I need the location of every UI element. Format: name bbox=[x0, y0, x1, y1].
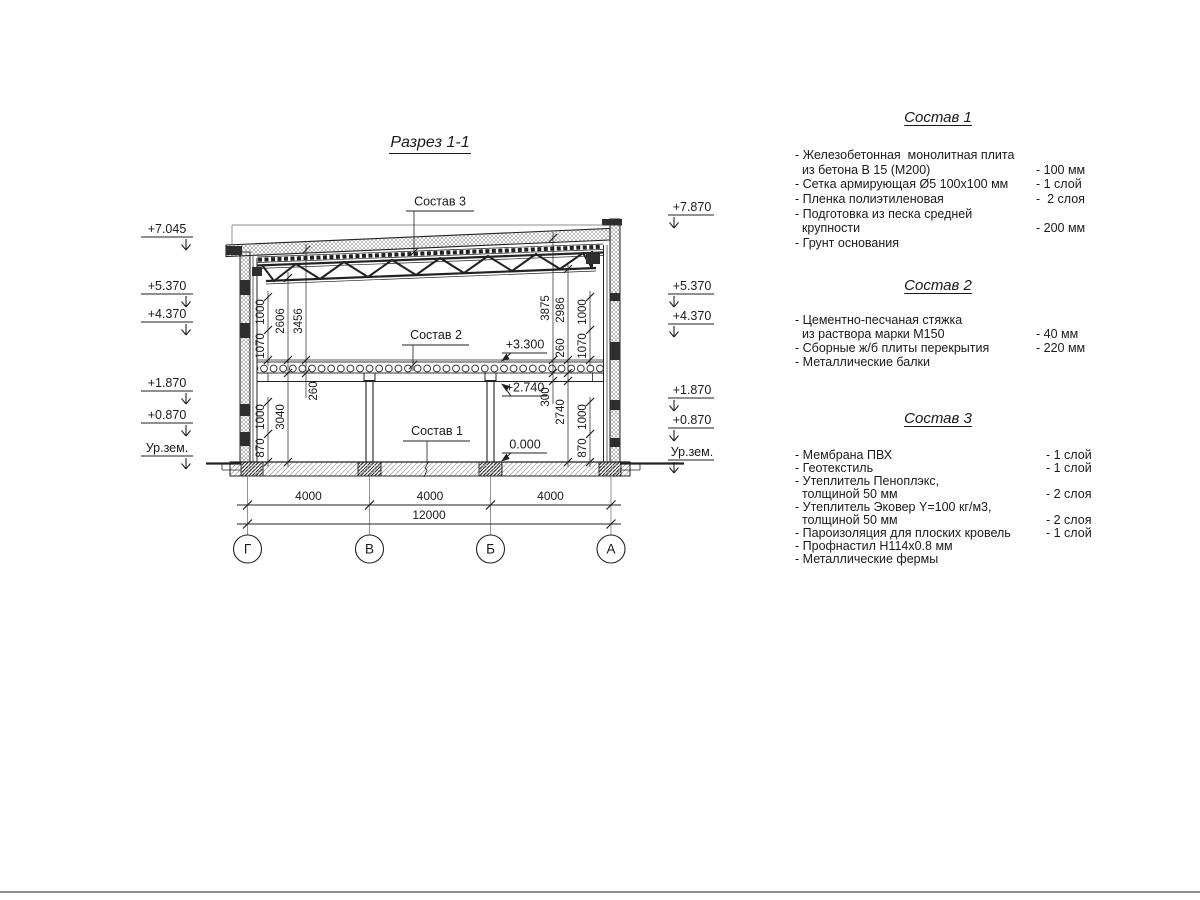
list-item: - Мембрана ПВХ - 1 слой bbox=[795, 448, 1092, 462]
composition-list-3 bbox=[795, 449, 1140, 566]
svg-text:1000: 1000 bbox=[255, 299, 267, 325]
elevation-mark bbox=[141, 279, 193, 307]
svg-text:+5.370: +5.370 bbox=[147, 279, 187, 293]
composition-3-title: Состав 3 bbox=[904, 410, 972, 427]
svg-text:2740: 2740 bbox=[555, 399, 567, 425]
sheet-border bbox=[0, 891, 1200, 893]
elevation-mark bbox=[141, 376, 193, 404]
elevation-mark bbox=[141, 307, 193, 335]
list-item: из раствора марки М150 - 40 мм bbox=[795, 327, 1079, 341]
svg-text:Состав 1: Состав 1 bbox=[411, 424, 463, 438]
svg-text:Ур.зем.: Ур.зем. bbox=[145, 441, 189, 455]
list-item: - Цементно-песчаная стяжка bbox=[795, 313, 963, 327]
svg-text:+3.300: +3.300 bbox=[505, 337, 545, 352]
elevation-marks-right bbox=[668, 200, 714, 473]
list-item: - Пленка полиэтиленовая - 2 слоя bbox=[795, 192, 1085, 207]
section-title bbox=[389, 134, 471, 154]
parapet-cap bbox=[602, 219, 622, 226]
axis-label-a: А bbox=[606, 541, 616, 557]
composition-2-title: Состав 2 bbox=[904, 277, 972, 294]
axis-bubbles bbox=[234, 535, 626, 563]
elevation-mark-ground bbox=[668, 445, 714, 473]
composition-1-title: Состав 1 bbox=[904, 109, 972, 126]
dim-span-2: 4000 bbox=[416, 489, 444, 503]
svg-text:1070: 1070 bbox=[255, 333, 267, 359]
elevation-mark bbox=[668, 413, 714, 441]
svg-text:2606: 2606 bbox=[275, 308, 287, 334]
elevation-marks-left bbox=[141, 222, 193, 469]
right-wall bbox=[602, 219, 622, 462]
svg-text:260: 260 bbox=[308, 381, 320, 401]
composition-list-1 bbox=[795, 148, 1140, 251]
svg-text:+2.740: +2.740 bbox=[505, 380, 545, 395]
list-item: из бетона В 15 (М200) - 100 мм bbox=[795, 162, 1086, 177]
svg-text:+0.870: +0.870 bbox=[672, 413, 712, 427]
list-item: толщиной 50 мм - 2 слоя bbox=[795, 513, 1092, 527]
dim-span-3: 4000 bbox=[537, 489, 564, 503]
svg-text:Состав 3: Состав 3 bbox=[414, 194, 466, 209]
svg-text:+7.870: +7.870 bbox=[672, 200, 712, 214]
list-item: крупности - 200 мм bbox=[795, 221, 1086, 236]
svg-text:+1.870: +1.870 bbox=[147, 376, 187, 390]
list-item: - Металлические балки bbox=[795, 355, 930, 369]
elevation-mark bbox=[668, 383, 714, 411]
elevation-mark bbox=[141, 408, 193, 436]
level-mark-3300 bbox=[501, 338, 547, 362]
list-item: - Сетка армирующая Ø5 100х100 мм - 1 слой bbox=[795, 177, 1082, 192]
svg-text:870: 870 bbox=[577, 438, 589, 458]
level-mark-2740 bbox=[501, 381, 547, 397]
ground-floor bbox=[230, 461, 630, 477]
list-item: - Утеплитель Пеноплэкс, bbox=[795, 474, 940, 488]
svg-text:+5.370: +5.370 bbox=[672, 279, 712, 293]
svg-text:2986: 2986 bbox=[555, 297, 567, 323]
dim-total: 12000 bbox=[412, 508, 446, 522]
list-item: - Металлические фермы bbox=[795, 552, 939, 566]
svg-text:1000: 1000 bbox=[577, 404, 589, 430]
columns bbox=[364, 373, 496, 462]
svg-text:+7.045: +7.045 bbox=[147, 222, 187, 236]
composition-list-2 bbox=[795, 313, 1140, 369]
svg-text:Разрез 1-1: Разрез 1-1 bbox=[390, 134, 470, 151]
svg-text:Ур.зем.: Ур.зем. bbox=[670, 445, 714, 459]
svg-text:+1.870: +1.870 bbox=[672, 383, 712, 397]
list-item: - Грунт основания bbox=[795, 236, 900, 251]
list-item: - Утеплитель Эковер Y=100 кг/м3, bbox=[795, 500, 992, 514]
list-item: толщиной 50 мм - 2 слоя bbox=[795, 487, 1092, 501]
list-item: - Геотекстиль - 1 слой bbox=[795, 461, 1092, 475]
svg-text:+4.370: +4.370 bbox=[672, 309, 712, 323]
svg-text:0.000: 0.000 bbox=[509, 437, 541, 452]
section-drawing bbox=[0, 0, 760, 620]
svg-text:260: 260 bbox=[555, 338, 567, 358]
svg-text:+4.370: +4.370 bbox=[147, 307, 187, 321]
svg-text:1000: 1000 bbox=[255, 404, 267, 430]
elevation-mark-ground bbox=[141, 441, 193, 469]
svg-text:1070: 1070 bbox=[577, 333, 589, 359]
elevation-mark bbox=[141, 222, 193, 250]
level-mark-0000 bbox=[501, 438, 547, 462]
svg-text:+0.870: +0.870 bbox=[147, 408, 187, 422]
svg-text:Состав 2: Состав 2 bbox=[410, 328, 462, 342]
roof-deck bbox=[226, 229, 610, 257]
list-item: - Подготовка из песка средней bbox=[795, 206, 973, 221]
svg-text:3456: 3456 bbox=[293, 308, 305, 334]
axis-label-v: В bbox=[364, 541, 375, 557]
list-item: - Пароизоляция для плоских кровель - 1 слой bbox=[795, 526, 1092, 540]
truss-bearing-left bbox=[252, 267, 262, 276]
axis-label-b: Б bbox=[486, 541, 495, 557]
elevation-mark bbox=[668, 279, 714, 307]
svg-text:300: 300 bbox=[540, 387, 552, 407]
svg-text:1000: 1000 bbox=[577, 299, 589, 325]
leader-sostav1 bbox=[403, 424, 470, 463]
dim-span-1: 4000 bbox=[295, 489, 322, 503]
list-item: - Профнастил Н114х0.8 мм bbox=[795, 539, 953, 553]
list-item: - Сборные ж/б плиты перекрытия - 220 мм bbox=[795, 341, 1086, 355]
elevation-mark bbox=[668, 200, 714, 228]
list-item: - Железобетонная монолитная плита bbox=[795, 148, 1015, 162]
svg-text:3875: 3875 bbox=[540, 295, 552, 321]
svg-text:3040: 3040 bbox=[275, 404, 287, 430]
truss-bearing-right bbox=[586, 252, 600, 264]
elevation-mark bbox=[668, 309, 714, 337]
svg-text:870: 870 bbox=[255, 438, 267, 458]
eave-cap bbox=[226, 246, 242, 255]
axis-label-g: Г bbox=[243, 541, 252, 557]
